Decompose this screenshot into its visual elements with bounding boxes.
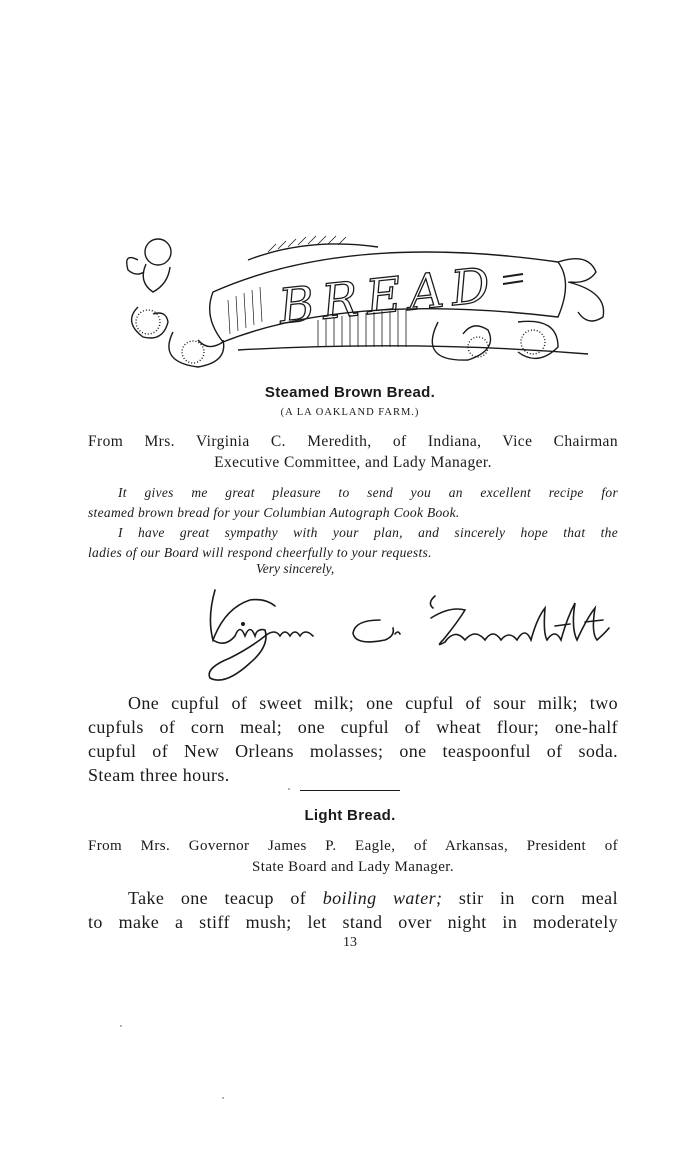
body-line: cupfuls of corn meal; one cupful of wheat flour; one-half [88,717,618,737]
recipe-subtitle: (A LA OAKLAND FARM.) [280,407,420,418]
body-line: Steam three hours. [88,765,230,785]
paper-speck [288,788,290,790]
contributor-letter [88,483,618,563]
body-line: One cupful of sweet milk; one cupful of sour milk; two [128,693,618,713]
letter-line: It gives me great pleasure to send you an excellent recipe for [118,485,618,500]
recipe-body [88,691,618,787]
bread-banner-illustration [118,222,613,374]
recipe-body [88,886,618,934]
section-divider [300,790,400,791]
paper-speck [120,1025,122,1027]
body-line: to make a stiff mush; let stand over night in moderately [88,912,618,932]
body-text: stir in corn meal [442,888,618,908]
attribution-line: Executive Committee, and Lady Manager. [214,454,492,471]
recipe-title-steamed-brown-bread: Steamed Brown Bread. [264,384,436,401]
body-text: Take one teacup of [128,888,323,908]
paper-speck [222,1097,224,1099]
body-emphasis: boiling water; [322,888,443,908]
handwritten-signature [195,578,615,690]
letter-line: steamed brown bread for your Columbian Autograph Cook Book. [88,505,460,520]
banner-word: BREAD [276,256,501,336]
body-line [88,886,618,910]
body-line: cupful of New Orleans molasses; one teaspoonful of soda. [88,741,618,761]
attribution-line: From Mrs. Virginia C. Meredith, of Indiana, Vice Chairman [88,433,618,450]
attribution-line: From Mrs. Governor James P. Eagle, of Arkansas, President of [88,838,618,854]
page-number: 13 [343,935,357,950]
recipe-attribution [88,836,618,878]
letter-closing: Very sincerely, [256,561,335,576]
letter-line: ladies of our Board will respond cheerfully to your requests. [88,545,432,560]
attribution-line: State Board and Lady Manager. [252,859,454,875]
recipe-title-light-bread: Light Bread. [304,807,396,824]
letter-line: I have great sympathy with your plan, and sincerely hope that the [118,525,618,540]
recipe-attribution [88,431,618,473]
